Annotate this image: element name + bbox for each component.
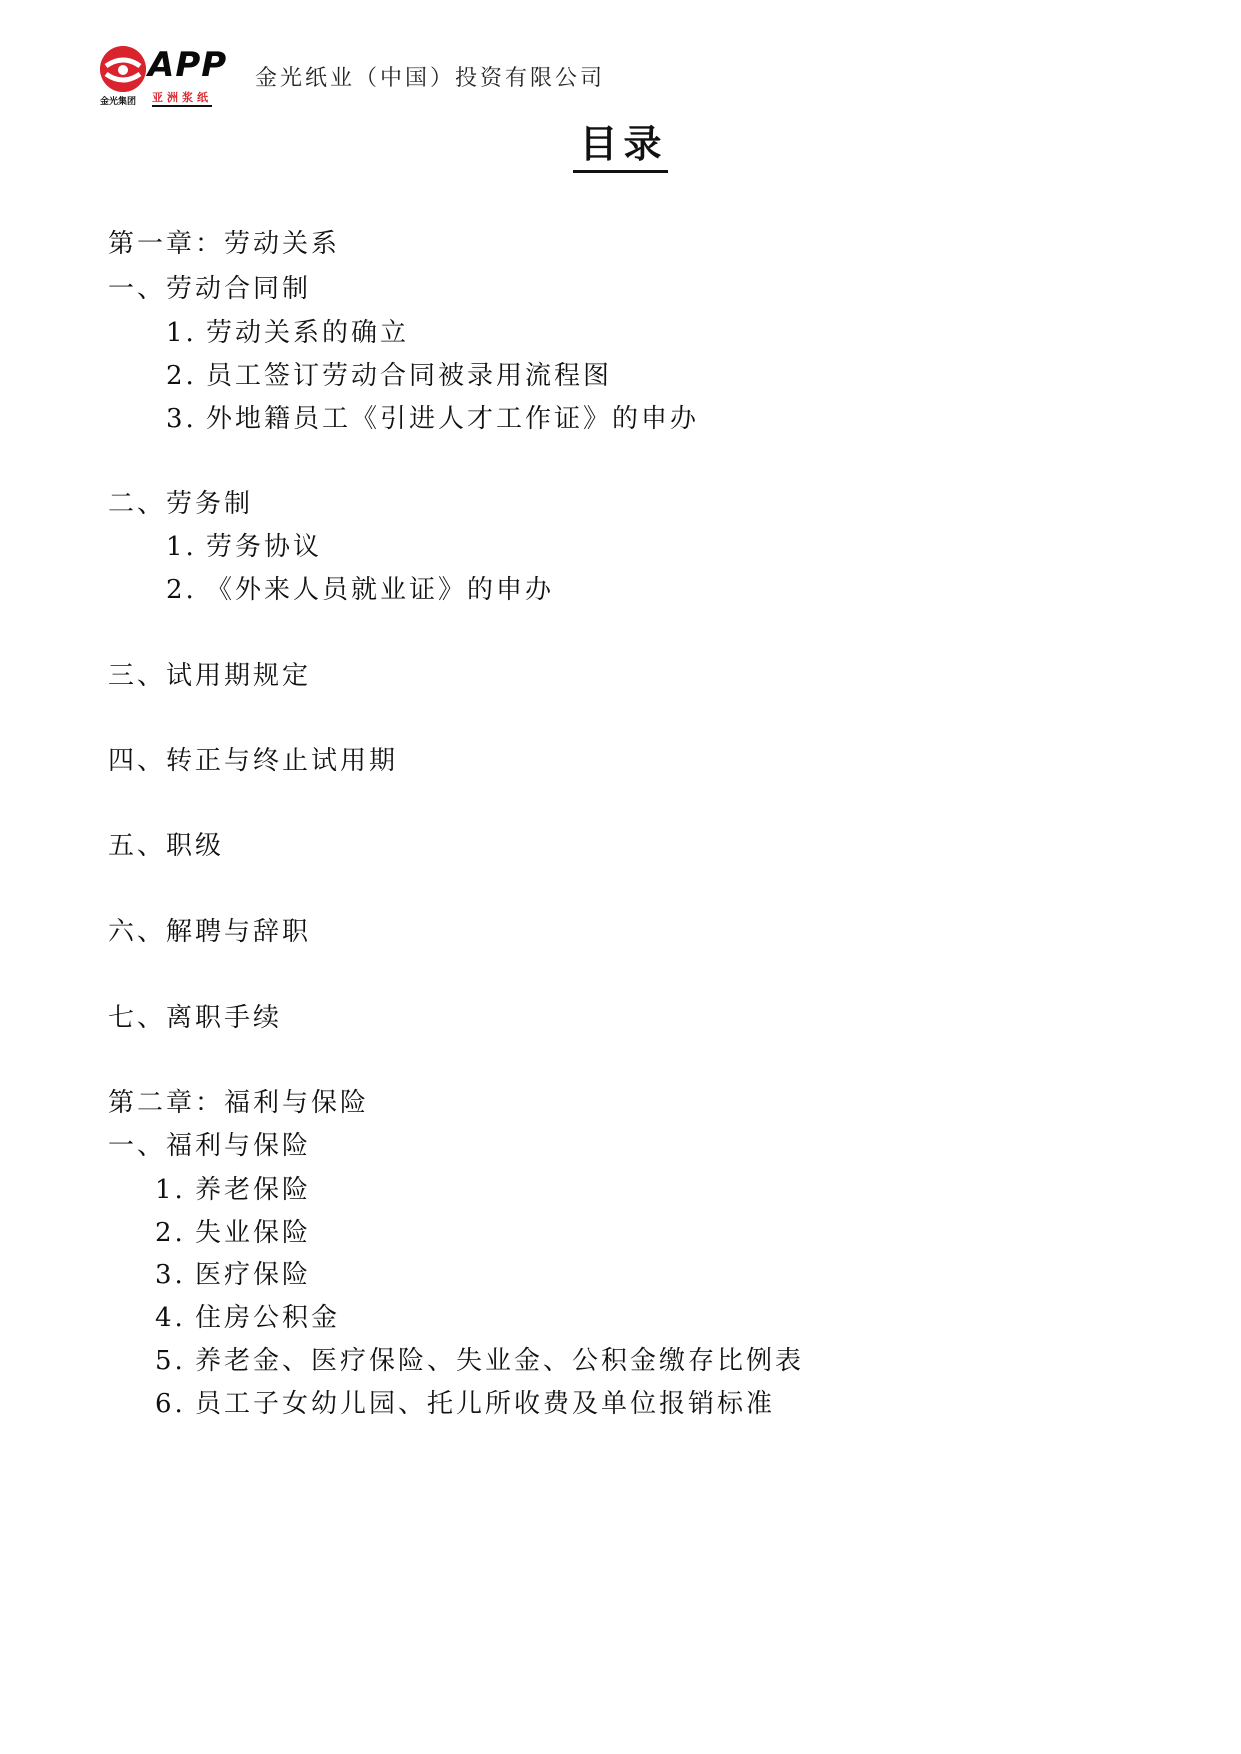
- toc-number: 2.: [166, 575, 197, 605]
- toc-text: 外地籍员工《引进人才工作证》的申办: [206, 404, 700, 434]
- page-title-wrap: [0, 120, 1241, 173]
- page-title: 目录: [573, 120, 667, 173]
- toc-number: 1.: [155, 1175, 186, 1205]
- toc-number: 3.: [155, 1260, 186, 1290]
- toc-number: 2.: [155, 1218, 186, 1248]
- toc-text: 第二章：福利与保险: [108, 1088, 370, 1118]
- toc-item: [166, 531, 322, 563]
- toc-text: 失业保险: [195, 1218, 312, 1248]
- toc-number: 1.: [166, 318, 197, 348]
- toc-text: 四、转正与终止试用期: [108, 746, 399, 776]
- toc-section: [108, 660, 311, 692]
- toc-item: [166, 360, 612, 392]
- toc-text: 七、离职手续: [108, 1003, 283, 1033]
- logo-app-text: APP: [148, 45, 228, 85]
- toc-item: [166, 574, 554, 606]
- logo-group-text: 金光集团: [100, 97, 137, 107]
- company-logo: [100, 44, 235, 106]
- toc-item: [166, 403, 699, 435]
- toc-text: 养老金、医疗保险、失业金、公积金缴存比例表: [195, 1346, 805, 1376]
- toc-text: 员工签订劳动合同被录用流程图: [206, 361, 613, 391]
- toc-text: 《外来人员就业证》的申办: [206, 575, 555, 605]
- logo-emblem-icon: [100, 46, 146, 92]
- toc-text: 第一章：劳动关系: [108, 229, 341, 259]
- toc-section: [108, 273, 311, 305]
- toc-text: 医疗保险: [195, 1260, 312, 1290]
- toc-number: 6.: [155, 1389, 186, 1419]
- toc-number: 2.: [166, 361, 197, 391]
- toc-section: [108, 1130, 311, 1162]
- toc-item: [155, 1345, 804, 1377]
- toc-text: 六、解聘与辞职: [108, 917, 312, 947]
- toc-text: 一、劳动合同制: [108, 274, 312, 304]
- toc-item: [155, 1388, 775, 1420]
- toc-chapter-2: [108, 1087, 369, 1119]
- toc-number: 1.: [166, 532, 197, 562]
- toc-item: [166, 317, 409, 349]
- toc-text: 住房公积金: [195, 1303, 341, 1333]
- toc-number: 3.: [166, 404, 197, 434]
- toc-item: [155, 1302, 340, 1334]
- toc-section: [108, 830, 224, 862]
- toc-text: 劳务协议: [206, 532, 323, 562]
- toc-item: [155, 1259, 311, 1291]
- toc-chapter-1: [108, 228, 340, 260]
- toc-number: 5.: [155, 1346, 186, 1376]
- toc-number: 4.: [155, 1303, 186, 1333]
- toc-section: [108, 1002, 282, 1034]
- toc-item: [155, 1217, 311, 1249]
- toc-text: 五、职级: [108, 831, 225, 861]
- logo-brand-text: 亚洲浆纸: [152, 91, 212, 107]
- toc-text: 三、试用期规定: [108, 661, 312, 691]
- company-name: 金光纸业（中国）投资有限公司: [255, 66, 606, 91]
- toc-section: [108, 745, 398, 777]
- toc-text: 一、福利与保险: [108, 1131, 312, 1161]
- toc-text: 二、劳务制: [108, 489, 254, 519]
- toc-text: 员工子女幼儿园、托儿所收费及单位报销标准: [195, 1389, 776, 1419]
- toc-item: [155, 1174, 311, 1206]
- toc-text: 劳动关系的确立: [206, 318, 410, 348]
- toc-section: [108, 916, 311, 948]
- page-header: [100, 44, 606, 107]
- toc-section: [108, 488, 253, 520]
- toc-text: 养老保险: [195, 1175, 312, 1205]
